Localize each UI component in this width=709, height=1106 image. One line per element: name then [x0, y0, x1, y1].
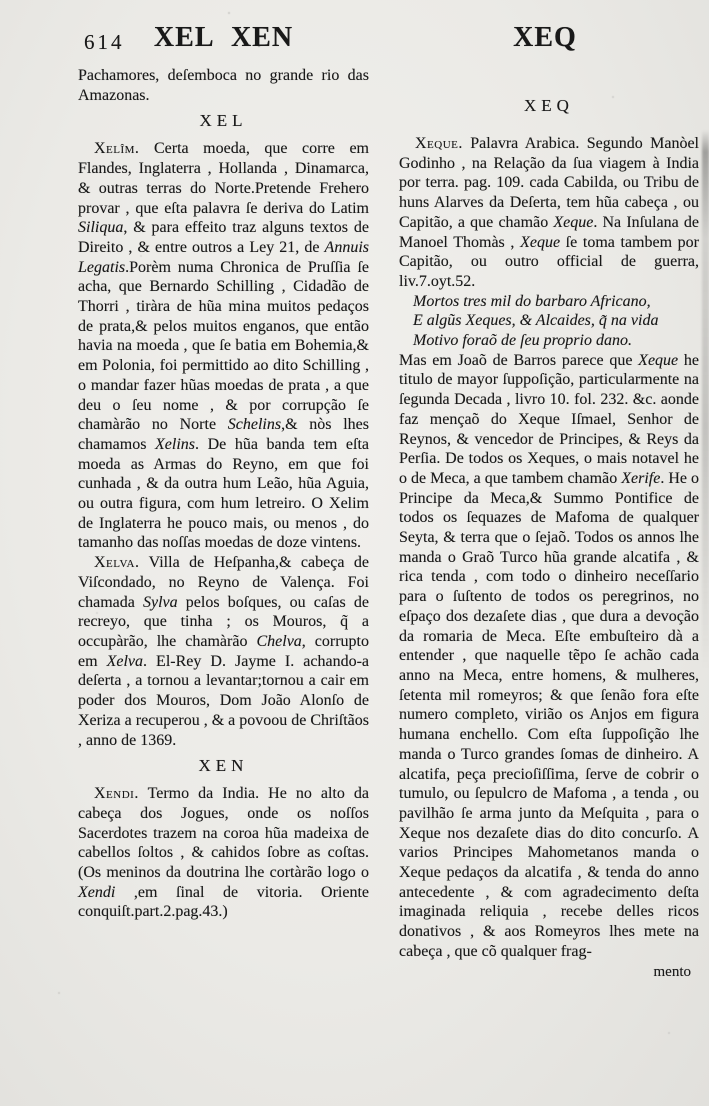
- verse-quote: [413, 292, 699, 351]
- text-segment: Siliqua: [78, 219, 124, 237]
- text-segment: he titulo de mayor ſuppoſição, particularmente na ſegunda Decada , livro 10. fol. 232. &c. aonde faz mençaõ do Xeque Iſmael, Senhor de Reynos, & vencedor de Principes, & Reys da Perſia. De todos os Xeques, o mais notavel he o de Meca, a que tambem chamão: [399, 351, 699, 487]
- scan-edge-shadow: [702, 130, 709, 670]
- text-segment: Chelva: [256, 632, 302, 650]
- verse-line: E algũs Xeques, & Alcaides, q̃ na vida: [413, 312, 659, 330]
- text-segment: pelos boſques, ou caſas de recreyo, que tinha ; os Mouros, q̃ a occupàrão, lhe chamàrão: [78, 593, 369, 650]
- text-segment: Schelins: [227, 416, 282, 434]
- text-segment: ſe toma tambem por Capitão, ou outro official de guerra, liv.7.oyt.52.: [399, 233, 700, 290]
- text-segment: . He o Principe da Meca,& Summo Pontifice de todos os ſequazes de Mafoma de qualquer Seyta, & terra que o ſejaõ. Todos os annos lhe manda o Graõ Turco hũa grande alcatifa , & rica tenda , com todo o dinheiro neceſſario para o ſuſtento de todos os peregrinos, no eſpaço dos dezaſete dias , que dura a devoção da romaria de Meca. Eſte embuſteiro dà a entender , que naquelle tẽpo ſe achão cada anno na Meca, entre homens, & mulheres, ſetenta mil romeyros; & que ſenão fora eſte numero completo, virião os Anjos em figura humana enchello. Com eſta ſuppoſição lhe manda o Turco grandes ſomas de dinheiro. A alcatifa, peça precioſiſſima, ſerve de cobrir o tumulo, ou ſepulcro de Mafoma , a tenda , ou pavilhão ſe arma junto da Meſquita , para o Xeque nos dezaſete dias do dito concurſo. A varios Principes Mahometanos manda o Xeque pedaços da alcatifa , & tenda do anno antecedente , & com agradecimento deſta imaginada reliquia , recebe delles ricos donativos , & aos Romeyros lhes mete na cabeça , que cõ qualquer frag-: [399, 469, 700, 960]
- text-segment: Pachamores, deſemboca no grande rio das Amazonas.: [78, 67, 369, 104]
- text-segment: Certa moeda, que corre em Flandes, Inglaterra , Hollanda , Dinamarca, & outras terras do Norte.Pretende Frehero provar , que eſta palavra ſe deriva do Latim: [78, 140, 369, 217]
- text-segment: Xeque: [638, 351, 679, 369]
- entry-xendi: [78, 784, 369, 922]
- text-segment: Sylva: [143, 593, 178, 611]
- running-head-right: XEQ: [513, 22, 577, 53]
- section-heading: XEQ: [524, 96, 574, 115]
- text-segment: .Porèm numa Chronica de Pruſſia ſe acha, que Bernardo Schilling , Cidadão de Thorri , tiràra de hũa mina muitos pedaços de prata,& pelos muitos enganos, que então havia na moeda , que ſe batia em Bohemia,& em Polonia, foi permittido ao dito Schilling , o mandar fazer hũas moedas de prata , a que deu o ſeu nome , & por corrupção ſe chamàrão no Norte: [78, 258, 369, 434]
- text-segment: Palavra Arabica. Segundo Manòel Godinho , na Relação da ſua viagem à India por terra. pag. 109. cada Cabilda, ou Tribu de huns Alarves da Deſerta, tem hũa cabeça , ou Capitão, a que chamão: [399, 135, 699, 231]
- text-segment: Xendi: [78, 883, 116, 901]
- text-segment: Xelins: [155, 435, 196, 453]
- entry-xeque-continued: [399, 351, 699, 962]
- continuation-paragraph: [78, 66, 369, 105]
- page-number: 614: [84, 30, 125, 54]
- text-segment: Xeque: [553, 213, 594, 231]
- headword: Xeque.: [415, 135, 463, 152]
- text-segment: . El-Rey D. Jayme I. achando-a deſerta , a tornou a levantar;tornou a cair em poder dos Mouros, Dom João Alonſo de Xeriza a recuperou , & a povoou de Chriſtãos , anno de 1369.: [78, 652, 370, 749]
- text-segment: . Na Inſulana de Manoel Thomàs ,: [399, 213, 699, 251]
- entry-xeque: [399, 134, 699, 292]
- verse-line: Motivo foraõ de ſeu proprio dano.: [413, 332, 632, 350]
- text-segment: Mas em Joaõ de Barros parece que: [399, 351, 639, 369]
- catchword: mento: [653, 963, 691, 980]
- text-segment: ,em ſinal de vitoria. Oriente conquiſt.part.2.pag.43.): [78, 883, 369, 921]
- entry-xelva: [78, 553, 369, 750]
- text-segment: Xelva: [106, 652, 144, 670]
- section-heading: XEL: [199, 111, 248, 131]
- text-segment: , & para effeito traz alguns textos de Direito , & entre outros a Ley 21, de: [78, 219, 369, 256]
- entry-xelim: [78, 139, 369, 553]
- text-segment: Villa de Heſpanha,& cabeça de Viſcondado, no Reyno de Valença. Foi chamada: [78, 554, 369, 611]
- headword: Xelîm.: [94, 140, 140, 158]
- text-segment: Xeque: [520, 233, 561, 251]
- text-segment: Annuis Legatis: [78, 238, 369, 276]
- text-segment: . De hũa banda tem eſta moeda as Armas do Reyno, em que foi cunhada , & da outra hum Leão, hũa Aguia, ou outra figura, com hum letreiro. O Xelim de Inglaterra he pouco mais, ou menos , do tamanho das noſſas moedas de doze vintens.: [78, 435, 370, 552]
- text-segment: Xerife: [621, 469, 661, 487]
- section-heading: XEN: [198, 756, 249, 776]
- headword: Xelva.: [94, 554, 140, 572]
- text-segment: , corrupto em: [78, 632, 369, 670]
- verse-line: Mortos tres mil do barbaro Africano,: [413, 292, 651, 310]
- text-segment: ,& nòs lhes chamamos: [78, 416, 369, 453]
- right-column: [399, 88, 699, 981]
- text-segment: Termo da India. He no alto da cabeça dos Jogues, onde os noſſos Sacerdotes trazem na coroa hũa madeixa de cabellos ſoltos , & cahidos ſobre as coſtas.(Os meninos da doutrina lhe cortàrão logo o: [78, 785, 369, 882]
- left-column: [78, 66, 369, 922]
- running-head-left: XEL XEN: [153, 22, 294, 53]
- paper-speckles: [0, 0, 2, 2]
- headword: Xendi.: [94, 785, 139, 803]
